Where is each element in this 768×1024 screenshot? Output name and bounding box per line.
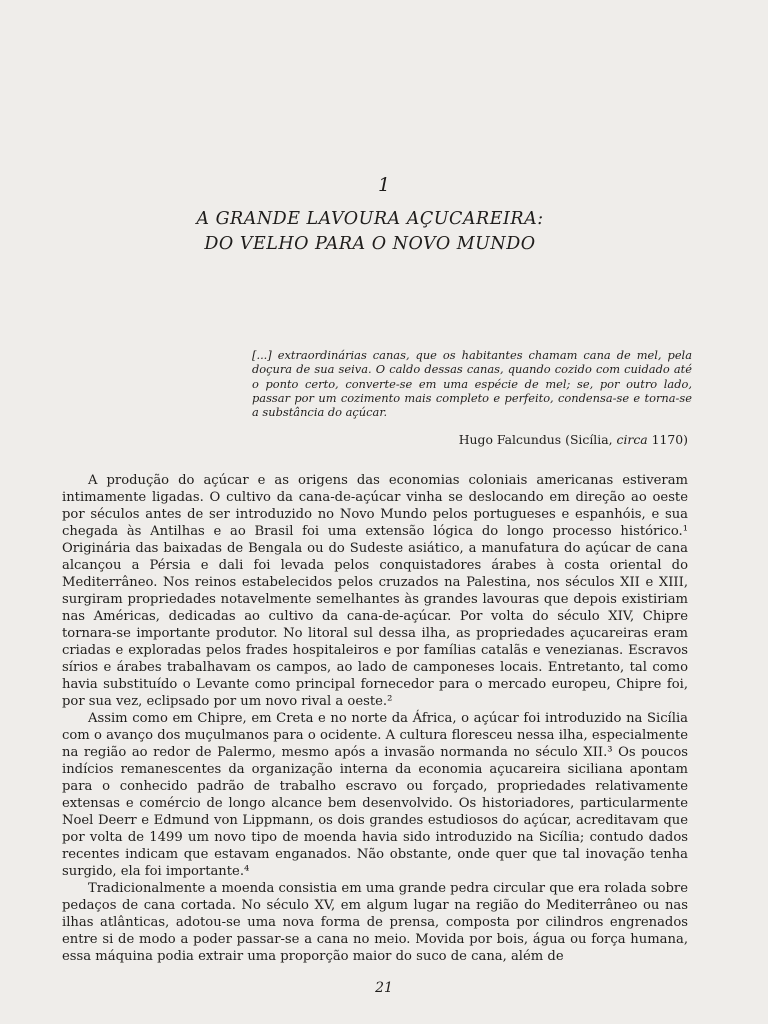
chapter-number: 1 bbox=[377, 174, 391, 196]
epigraph-year: 1170 bbox=[651, 432, 684, 447]
epigraph bbox=[252, 348, 692, 419]
chapter-title-line-2: DO VELHO PARA O NOVO MUNDO bbox=[204, 234, 536, 254]
chapter-title bbox=[160, 207, 580, 257]
epigraph-text: [...] extraordinárias canas, que os habitantes chamam cana de mel, pela doçura de sua seiva. O caldo dessas canas, quando cozido com cuidado até o ponto certo, converte-se em uma espécie de mel; se, por outro lado, passar por um cozimento mais completo e perfeito, condensa-se e torna-se a substância do açúcar. bbox=[252, 348, 692, 420]
paragraph: Tradicionalmente a moenda consistia em uma grande pedra circular que era rolada sobre pedaços de cana cortada. No século XV, em algum lugar na região do Mediterrâneo ou nas ilhas atlânticas, adotou-se uma nova forma de prensa, composta por cilindros engrenados entre si de modo a poder passar-se a cana no meio. Movida por bois, água ou força humana, essa máquina podia extrair uma proporção maior do suco de cana, além de bbox=[62, 881, 688, 964]
epigraph-author: Hugo Falcundus bbox=[458, 432, 562, 447]
body-text bbox=[62, 472, 688, 965]
page-number: 21 bbox=[375, 980, 393, 996]
chapter-title-line-1: A GRANDE LAVOURA AÇUCAREIRA: bbox=[196, 209, 544, 229]
paragraph: Assim como em Chipre, em Creta e no norte da África, o açúcar foi introduzido na Sicília com o avanço dos muçulmanos para o ocidente. A cultura floresceu nessa ilha, especialmente na região ao redor de Palermo, mesmo após a invasão normanda no século XII.³ Os poucos indícios remanescentes da organização interna da economia açucareira siciliana apontam para o conhecido padrão de trabalho escravo ou forçado, propriedades relativamente extensas e comércio de longo alcance bem desenvolvido. Os historiadores, particularmente Noel Deerr e Edmund von Lippmann, os dois grandes estudiosos do açúcar, acreditavam que por volta de 1499 um novo tipo de moenda havia sido introduzido na Sicília; contudo dados recentes indicam que estavam enganados. Não obstante, onde quer que tal inovação tenha surgido, ela foi importante.⁴ bbox=[62, 711, 688, 879]
epigraph-circa: circa bbox=[616, 432, 648, 447]
paragraph: A produção do açúcar e as origens das economias coloniais americanas estiveram intimamente ligadas. O cultivo da cana-de-açúcar vinha se deslocando em direção ao oeste por séculos antes de ser introduzido no Novo Mundo pelos portugueses e espanhóis, e sua chegada às Antilhas e ao Brasil foi uma extensão lógica do longo processo histórico.¹ Originária das baixadas de Bengala ou do Sudeste asiático, a manufatura do açúcar de cana alcançou a Pérsia e dali foi levada pelos conquistadores árabes à costa oriental do Mediterrâneo. Nos reinos estabelecidos pelos cruzados na Palestina, nos séculos XII e XIII, surgiram propriedades notavelmente semelhantes às grandes lavouras que depois existiriam nas Américas, dedicadas ao cultivo da cana-de-açúcar. Por volta do século XIV, Chipre tornara-se importante produtor. No litoral sul dessa ilha, as propriedades açucareiras eram criadas e exploradas pelos frades hospitaleiros e por famílias catalãs e venezianas. Escravos sírios e árabes trabalhavam os campos, ao lado de camponeses locais. Entretanto, tal como havia substituído o Levante como principal fornecedor para o mercado europeu, Chipre foi, por sua vez, eclipsado por um novo rival a oeste.² bbox=[62, 473, 688, 709]
epigraph-attribution: Hugo Falcundus (Sicília, circa 1170) bbox=[458, 432, 688, 447]
epigraph-place: Sicília, bbox=[569, 432, 613, 447]
